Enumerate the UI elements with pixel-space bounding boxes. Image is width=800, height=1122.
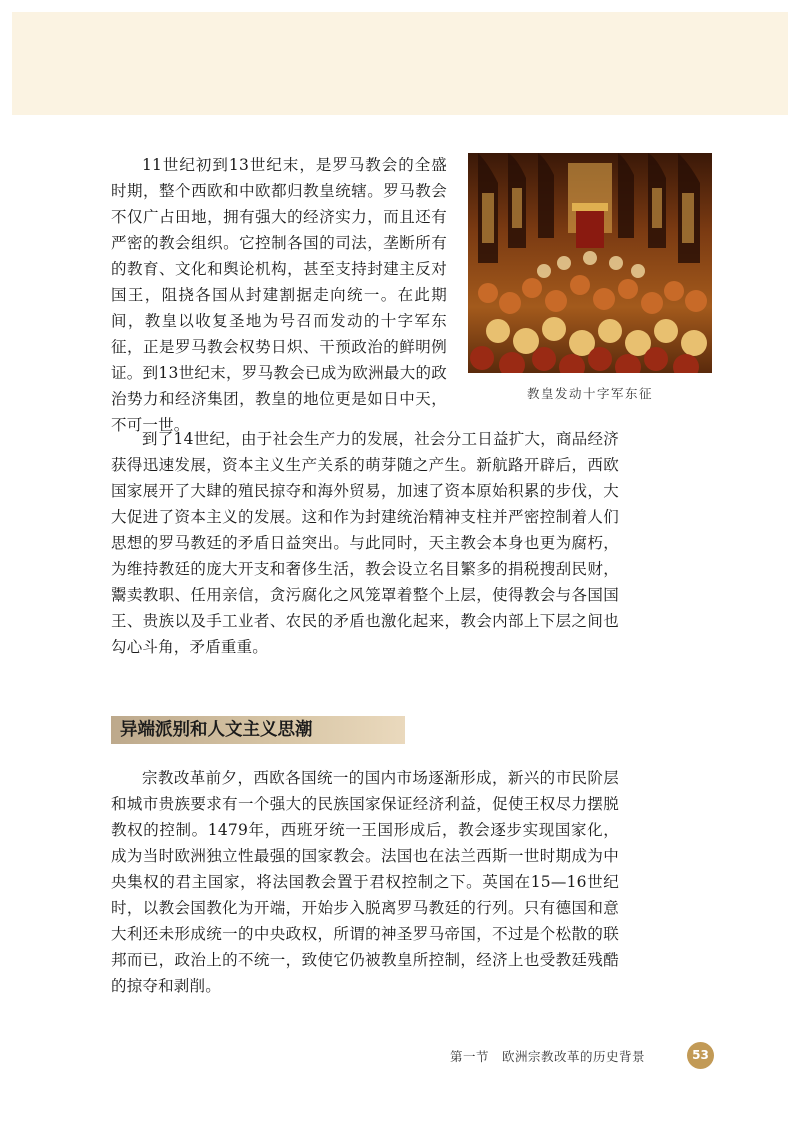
footer-chapter-title: 第一节 欧洲宗教改革的历史背景	[450, 1049, 646, 1064]
figure-caption: 教皇发动十字军东征	[526, 386, 653, 401]
paragraph: 宗教改革前夕，西欧各国统一的国内市场逐渐形成，新兴的市民阶层和城市贵族要求有一个强大的民族国家保证经济利益，促使王权尽力摆脱教权的控制。1479年，西班牙统一王国形成后，教会逐步实现国家化，成为当时欧洲独立性最强的国家教会。法国也在法兰西斯一世时期成为中央集权的君主国家，将法国教会置于君权控制之下。英国在15—16世纪时，以教会国教化为开端，开始步入脱离罗马教廷的行列。只有德国和意大利还未形成统一的中央政权，所谓的神圣罗马帝国，不过是个松散的联邦而已，政治上的不统一，致使它仍被教皇所控制，经济上也受教廷残酷的掠夺和剥削。	[111, 769, 619, 995]
crusade-painting-image	[468, 153, 712, 373]
header-band	[12, 12, 788, 115]
paragraph: 11世纪初到13世纪末，是罗马教会的全盛时期，整个西欧和中欧都归教皇统辖。罗马教会不仅广占田地，拥有强大的经济实力，而且还有严密的教会组织。它控制各国的司法，垄断所有的教育、文化和舆论机构，甚至支持封建主反对国王，阻挠各国从封建割据走向统一。在此期间，教皇以收复圣地为号召而发动的十字军东征，正是罗马教会权势日炽、干预政治的鲜明例证。到13世纪末，罗马教会已成为欧洲最大的政治势力和经济集团，教皇的地位更是如日中天，不可一世。	[111, 156, 447, 434]
page-number: 53	[687, 1042, 714, 1069]
section-heading: 异端派别和人文主义思潮	[111, 716, 405, 744]
paragraph: 到了14世纪，由于社会生产力的发展，社会分工日益扩大，商品经济获得迅速发展，资本主义生产关系的萌芽随之产生。新航路开辟后，西欧国家展开了大肆的殖民掠夺和海外贸易，加速了资本原始积累的步伐，大大促进了资本主义的发展。这和作为封建统治精神支柱并严密控制着人们思想的罗马教廷的矛盾日益突出。与此同时，天主教会本身也更为腐朽，为维持教廷的庞大开支和奢侈生活，教会设立名目繁多的捐税搜刮民财，鬻卖教职、任用亲信，贪污腐化之风笼罩着整个上层，使得教会与各国国王、贵族以及手工业者、农民的矛盾也激化起来，教会内部上下层之间也勾心斗角，矛盾重重。	[111, 430, 619, 656]
